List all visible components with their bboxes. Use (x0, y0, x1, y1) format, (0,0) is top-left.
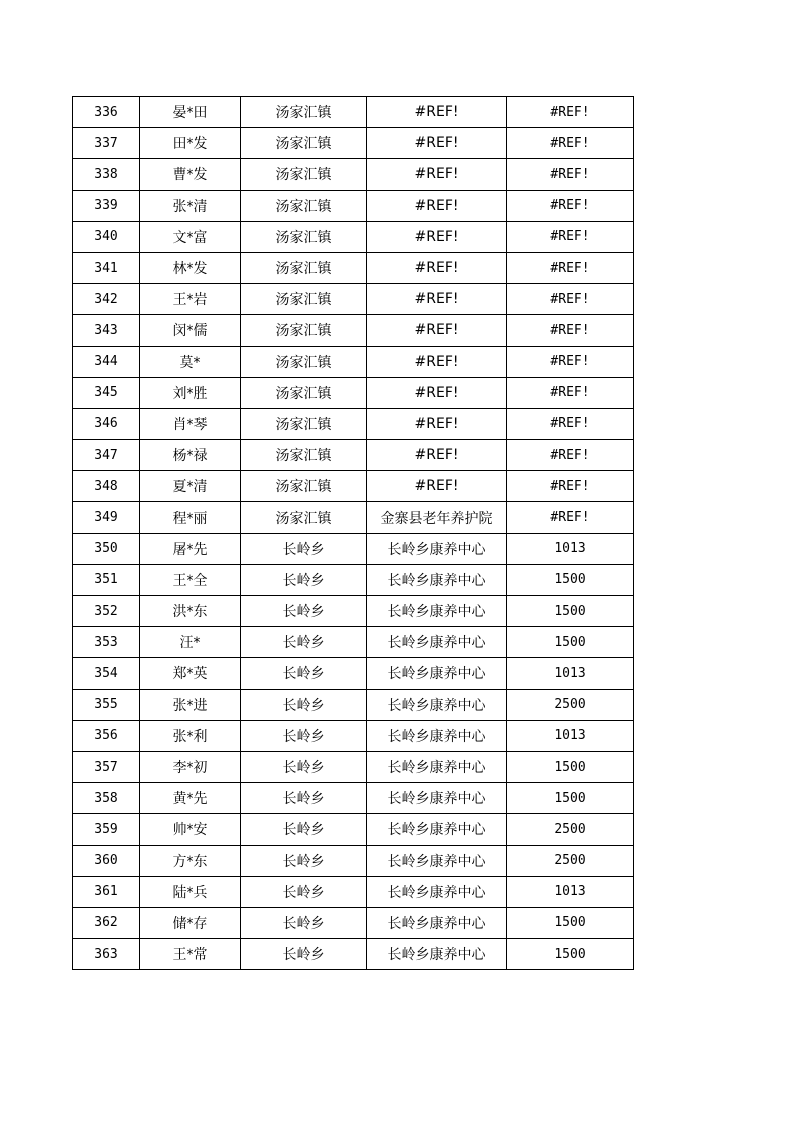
amount-cell: #REF! (507, 346, 634, 377)
town-cell: 汤家汇镇 (241, 97, 367, 128)
institution-cell: 长岭乡康养中心 (367, 907, 507, 938)
institution-cell: 长岭乡康养中心 (367, 627, 507, 658)
name-cell: 洪*东 (140, 596, 241, 627)
town-cell: 汤家汇镇 (241, 440, 367, 471)
row-number-cell: 352 (73, 596, 140, 627)
institution-cell: #REF! (367, 408, 507, 439)
amount-cell: #REF! (507, 252, 634, 283)
amount-cell: 1500 (507, 907, 634, 938)
amount-cell: 2500 (507, 814, 634, 845)
amount-cell: #REF! (507, 408, 634, 439)
town-cell: 长岭乡 (241, 814, 367, 845)
table-row (73, 596, 634, 627)
institution-cell: #REF! (367, 377, 507, 408)
amount-cell: 1013 (507, 658, 634, 689)
institution-cell: 长岭乡康养中心 (367, 689, 507, 720)
row-number-cell: 354 (73, 658, 140, 689)
name-cell: 刘*胜 (140, 377, 241, 408)
row-number-cell: 339 (73, 190, 140, 221)
institution-cell: 长岭乡康养中心 (367, 751, 507, 782)
table-row (73, 190, 634, 221)
town-cell: 长岭乡 (241, 751, 367, 782)
institution-cell: 长岭乡康养中心 (367, 939, 507, 970)
amount-cell: #REF! (507, 315, 634, 346)
row-number-cell: 361 (73, 876, 140, 907)
institution-cell: #REF! (367, 346, 507, 377)
amount-cell: 2500 (507, 845, 634, 876)
institution-cell: 长岭乡康养中心 (367, 596, 507, 627)
amount-cell: 1500 (507, 596, 634, 627)
amount-cell: #REF! (507, 471, 634, 502)
town-cell: 汤家汇镇 (241, 502, 367, 533)
institution-cell: #REF! (367, 284, 507, 315)
table-row (73, 751, 634, 782)
amount-cell: 1500 (507, 751, 634, 782)
row-number-cell: 355 (73, 689, 140, 720)
table-row (73, 689, 634, 720)
town-cell: 长岭乡 (241, 564, 367, 595)
amount-cell: 2500 (507, 689, 634, 720)
table-row (73, 627, 634, 658)
amount-cell: #REF! (507, 502, 634, 533)
name-cell: 林*发 (140, 252, 241, 283)
institution-cell: 长岭乡康养中心 (367, 876, 507, 907)
table-row (73, 658, 634, 689)
amount-cell: #REF! (507, 128, 634, 159)
table-row (73, 159, 634, 190)
table-row (73, 845, 634, 876)
town-cell: 长岭乡 (241, 845, 367, 876)
row-number-cell: 336 (73, 97, 140, 128)
institution-cell: 长岭乡康养中心 (367, 533, 507, 564)
name-cell: 肖*琴 (140, 408, 241, 439)
institution-cell: #REF! (367, 97, 507, 128)
town-cell: 汤家汇镇 (241, 221, 367, 252)
town-cell: 长岭乡 (241, 689, 367, 720)
town-cell: 长岭乡 (241, 783, 367, 814)
amount-cell: 1013 (507, 876, 634, 907)
row-number-cell: 347 (73, 440, 140, 471)
row-number-cell: 351 (73, 564, 140, 595)
name-cell: 田*发 (140, 128, 241, 159)
row-number-cell: 359 (73, 814, 140, 845)
town-cell: 长岭乡 (241, 907, 367, 938)
row-number-cell: 338 (73, 159, 140, 190)
amount-cell: #REF! (507, 377, 634, 408)
row-number-cell: 353 (73, 627, 140, 658)
table-row (73, 128, 634, 159)
institution-cell: #REF! (367, 190, 507, 221)
row-number-cell: 350 (73, 533, 140, 564)
row-number-cell: 340 (73, 221, 140, 252)
name-cell: 闵*儒 (140, 315, 241, 346)
town-cell: 长岭乡 (241, 596, 367, 627)
institution-cell: #REF! (367, 221, 507, 252)
name-cell: 屠*先 (140, 533, 241, 564)
row-number-cell: 345 (73, 377, 140, 408)
table-row (73, 907, 634, 938)
table-row (73, 408, 634, 439)
town-cell: 汤家汇镇 (241, 284, 367, 315)
town-cell: 汤家汇镇 (241, 408, 367, 439)
amount-cell: 1500 (507, 783, 634, 814)
institution-cell: #REF! (367, 128, 507, 159)
name-cell: 文*富 (140, 221, 241, 252)
town-cell: 长岭乡 (241, 658, 367, 689)
institution-cell: #REF! (367, 159, 507, 190)
table-row (73, 814, 634, 845)
row-number-cell: 349 (73, 502, 140, 533)
table-body (73, 97, 634, 970)
name-cell: 晏*田 (140, 97, 241, 128)
name-cell: 夏*清 (140, 471, 241, 502)
row-number-cell: 358 (73, 783, 140, 814)
row-number-cell: 341 (73, 252, 140, 283)
table-row (73, 502, 634, 533)
table-row (73, 315, 634, 346)
institution-cell: 金寨县老年养护院 (367, 502, 507, 533)
name-cell: 张*利 (140, 720, 241, 751)
amount-cell: #REF! (507, 190, 634, 221)
amount-cell: 1500 (507, 939, 634, 970)
town-cell: 汤家汇镇 (241, 377, 367, 408)
town-cell: 汤家汇镇 (241, 346, 367, 377)
row-number-cell: 346 (73, 408, 140, 439)
row-number-cell: 348 (73, 471, 140, 502)
town-cell: 长岭乡 (241, 876, 367, 907)
institution-cell: #REF! (367, 315, 507, 346)
town-cell: 长岭乡 (241, 533, 367, 564)
institution-cell: #REF! (367, 252, 507, 283)
amount-cell: 1013 (507, 720, 634, 751)
table-row (73, 533, 634, 564)
row-number-cell: 357 (73, 751, 140, 782)
name-cell: 莫* (140, 346, 241, 377)
table-row (73, 346, 634, 377)
name-cell: 张*清 (140, 190, 241, 221)
town-cell: 汤家汇镇 (241, 128, 367, 159)
name-cell: 黄*先 (140, 783, 241, 814)
amount-cell: #REF! (507, 440, 634, 471)
institution-cell: 长岭乡康养中心 (367, 564, 507, 595)
amount-cell: #REF! (507, 97, 634, 128)
row-number-cell: 356 (73, 720, 140, 751)
institution-cell: 长岭乡康养中心 (367, 845, 507, 876)
row-number-cell: 343 (73, 315, 140, 346)
name-cell: 郑*英 (140, 658, 241, 689)
name-cell: 王*全 (140, 564, 241, 595)
table-row (73, 939, 634, 970)
table-row (73, 720, 634, 751)
institution-cell: 长岭乡康养中心 (367, 814, 507, 845)
table-row (73, 471, 634, 502)
name-cell: 王*岩 (140, 284, 241, 315)
amount-cell: #REF! (507, 159, 634, 190)
institution-cell: 长岭乡康养中心 (367, 658, 507, 689)
amount-cell: #REF! (507, 221, 634, 252)
name-cell: 储*存 (140, 907, 241, 938)
institution-cell: #REF! (367, 471, 507, 502)
table-row (73, 97, 634, 128)
name-cell: 王*常 (140, 939, 241, 970)
amount-cell: 1500 (507, 564, 634, 595)
name-cell: 曹*发 (140, 159, 241, 190)
institution-cell: 长岭乡康养中心 (367, 720, 507, 751)
name-cell: 汪* (140, 627, 241, 658)
name-cell: 帅*安 (140, 814, 241, 845)
name-cell: 李*初 (140, 751, 241, 782)
row-number-cell: 344 (73, 346, 140, 377)
table-row (73, 252, 634, 283)
row-number-cell: 362 (73, 907, 140, 938)
data-table (72, 96, 634, 970)
name-cell: 杨*禄 (140, 440, 241, 471)
table-row (73, 221, 634, 252)
institution-cell: 长岭乡康养中心 (367, 783, 507, 814)
town-cell: 汤家汇镇 (241, 190, 367, 221)
name-cell: 张*进 (140, 689, 241, 720)
town-cell: 汤家汇镇 (241, 159, 367, 190)
name-cell: 程*丽 (140, 502, 241, 533)
amount-cell: 1013 (507, 533, 634, 564)
table-row (73, 783, 634, 814)
row-number-cell: 342 (73, 284, 140, 315)
table-row (73, 284, 634, 315)
amount-cell: 1500 (507, 627, 634, 658)
town-cell: 汤家汇镇 (241, 252, 367, 283)
table-row (73, 440, 634, 471)
town-cell: 长岭乡 (241, 627, 367, 658)
town-cell: 汤家汇镇 (241, 315, 367, 346)
town-cell: 汤家汇镇 (241, 471, 367, 502)
institution-cell: #REF! (367, 440, 507, 471)
table-row (73, 377, 634, 408)
row-number-cell: 337 (73, 128, 140, 159)
amount-cell: #REF! (507, 284, 634, 315)
table-row (73, 564, 634, 595)
town-cell: 长岭乡 (241, 939, 367, 970)
row-number-cell: 363 (73, 939, 140, 970)
row-number-cell: 360 (73, 845, 140, 876)
name-cell: 方*东 (140, 845, 241, 876)
table-row (73, 876, 634, 907)
name-cell: 陆*兵 (140, 876, 241, 907)
town-cell: 长岭乡 (241, 720, 367, 751)
